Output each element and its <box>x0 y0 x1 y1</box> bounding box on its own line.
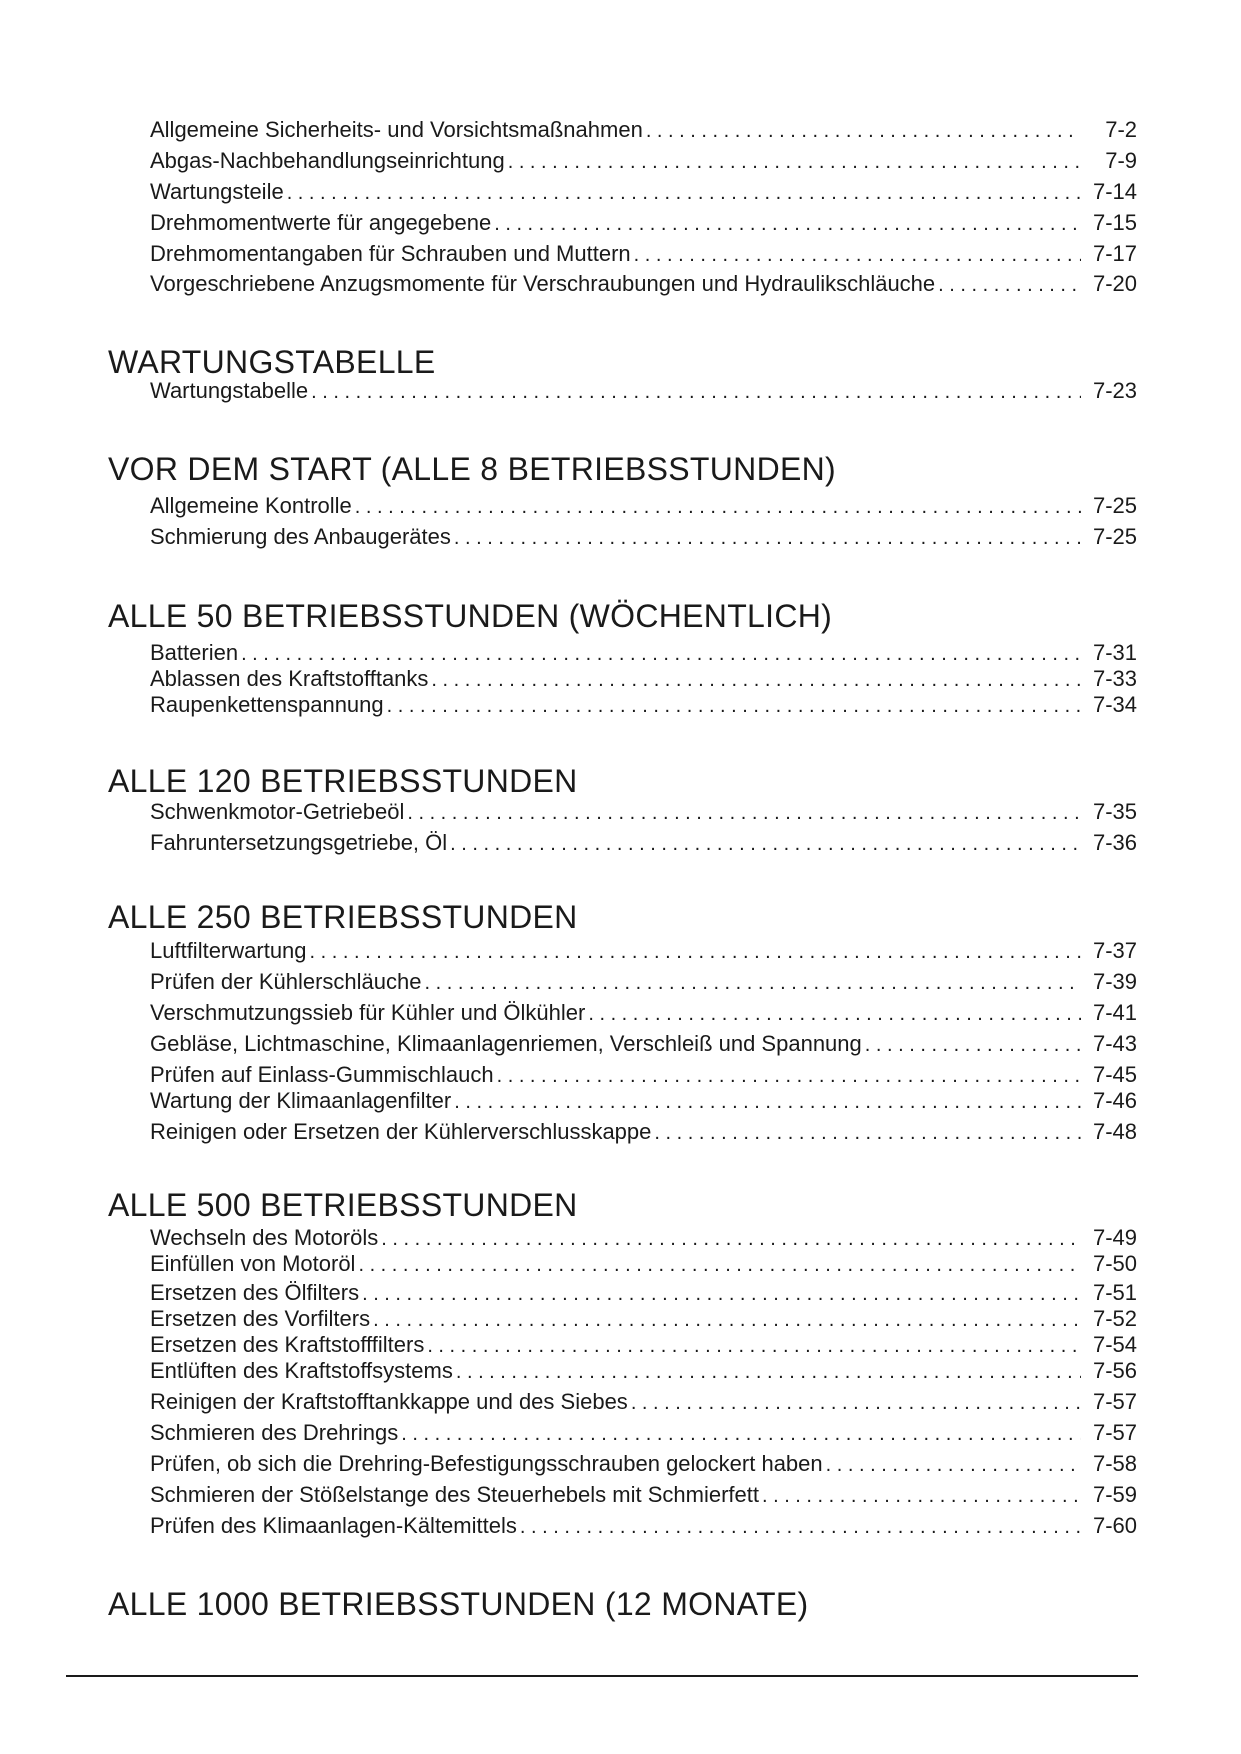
dot-leader <box>762 1482 1081 1510</box>
entry-page: 7-31 <box>1092 640 1137 665</box>
entry-page: 7-41 <box>1092 1000 1137 1025</box>
entry-page: 7-48 <box>1092 1119 1137 1144</box>
entry-title: Verschmutzungssieb für Kühler und Ölkühler <box>150 1000 586 1025</box>
entry-page: 7-58 <box>1092 1451 1137 1476</box>
entry-title: Schwenkmotor-Getriebeöl <box>150 799 405 824</box>
section-heading: ALLE 500 BETRIEBSSTUNDEN <box>108 1187 578 1223</box>
section-heading: ALLE 250 BETRIEBSSTUNDEN <box>108 899 578 935</box>
entry-page: 7-25 <box>1092 524 1137 549</box>
toc-entry[interactable] <box>150 1087 1137 1115</box>
dot-leader <box>362 1280 1081 1308</box>
toc-entry[interactable] <box>150 523 1137 551</box>
toc-entry[interactable] <box>150 1419 1137 1447</box>
entry-page: 7-35 <box>1092 799 1137 824</box>
toc-entry[interactable] <box>150 1224 1137 1252</box>
toc-entry[interactable] <box>150 209 1137 237</box>
toc-entry[interactable] <box>150 665 1137 693</box>
entry-page: 7-39 <box>1092 969 1137 994</box>
toc-entry[interactable] <box>150 1388 1137 1416</box>
entry-page: 7-56 <box>1092 1358 1137 1383</box>
toc-entry[interactable] <box>150 999 1137 1027</box>
entry-page: 7-45 <box>1092 1062 1137 1087</box>
dot-leader <box>287 179 1081 207</box>
dot-leader <box>431 666 1081 694</box>
entry-title: Einfüllen von Motoröl <box>150 1251 356 1276</box>
entry-title: Drehmomentangaben für Schrauben und Muttern <box>150 241 631 266</box>
entry-title: Prüfen des Klimaanlagen-Kältemittels <box>150 1513 517 1538</box>
section-heading: ALLE 1000 BETRIEBSSTUNDEN (12 MONATE) <box>108 1586 809 1622</box>
entry-title: Vorgeschriebene Anzugsmomente für Verschraubungen und Hydraulikschläuche <box>150 271 936 296</box>
entry-title: Ersetzen des Ölfilters <box>150 1280 360 1305</box>
entry-title: Ablassen des Kraftstofftanks <box>150 666 429 691</box>
toc-entry[interactable] <box>150 116 1137 144</box>
entry-page: 7-25 <box>1092 493 1137 518</box>
entry-title: Prüfen der Kühlerschläuche <box>150 969 422 994</box>
toc-entry[interactable] <box>150 1030 1137 1058</box>
dot-leader <box>646 117 1081 145</box>
dot-leader <box>588 1000 1081 1028</box>
toc-entry[interactable] <box>150 639 1137 667</box>
dot-leader <box>454 524 1081 552</box>
toc-entry[interactable] <box>150 691 1137 719</box>
entry-page: 7-52 <box>1092 1306 1137 1331</box>
dot-leader <box>497 1062 1081 1090</box>
entry-title: Raupenkettenspannung <box>150 692 384 717</box>
dot-leader <box>381 1225 1081 1253</box>
entry-page: 7-36 <box>1092 830 1137 855</box>
toc-entry[interactable] <box>150 968 1137 996</box>
dot-leader <box>938 271 1081 299</box>
dot-leader <box>373 1306 1081 1334</box>
dot-leader <box>311 378 1081 406</box>
toc-entry[interactable] <box>150 1331 1137 1359</box>
dot-leader <box>401 1420 1081 1448</box>
toc-entry[interactable] <box>150 937 1137 965</box>
entry-title: Entlüften des Kraftstoffsystems <box>150 1358 453 1383</box>
entry-title: Batterien <box>150 640 239 665</box>
dot-leader <box>427 1332 1081 1360</box>
toc-entry[interactable] <box>150 270 1137 298</box>
entry-page: 7-17 <box>1092 241 1137 266</box>
dot-leader <box>454 1088 1081 1116</box>
dot-leader <box>387 692 1081 720</box>
footer-divider <box>66 1675 1138 1677</box>
entry-page: 7-46 <box>1092 1088 1137 1113</box>
entry-page: 7-20 <box>1092 271 1137 296</box>
entry-page: 7-57 <box>1092 1420 1137 1445</box>
dot-leader <box>241 640 1081 668</box>
dot-leader <box>865 1031 1081 1059</box>
entry-page: 7-43 <box>1092 1031 1137 1056</box>
toc-entry[interactable] <box>150 492 1137 520</box>
dot-leader <box>654 1119 1081 1147</box>
toc-entry[interactable] <box>150 240 1137 268</box>
toc-entry[interactable] <box>150 178 1137 206</box>
entry-page: 7-37 <box>1092 938 1137 963</box>
entry-page: 7-2 <box>1105 117 1137 142</box>
entry-title: Allgemeine Sicherheits- und Vorsichtsmaßnahmen <box>150 117 643 142</box>
dot-leader <box>634 241 1081 269</box>
entry-page: 7-34 <box>1092 692 1137 717</box>
entry-page: 7-51 <box>1092 1280 1137 1305</box>
entry-title: Drehmomentwerte für angegebene <box>150 210 492 235</box>
entry-title: Reinigen oder Ersetzen der Kühlerverschlusskappe <box>150 1119 652 1144</box>
entry-page: 7-60 <box>1092 1513 1137 1538</box>
entry-page: 7-33 <box>1092 666 1137 691</box>
toc-entry[interactable] <box>150 1450 1137 1478</box>
dot-leader <box>310 938 1081 966</box>
dot-leader <box>456 1358 1081 1386</box>
dot-leader <box>520 1513 1081 1541</box>
toc-entry[interactable] <box>150 798 1137 826</box>
toc-entry[interactable] <box>150 1357 1137 1385</box>
section-heading: ALLE 120 BETRIEBSSTUNDEN <box>108 763 578 799</box>
toc-entry[interactable] <box>150 1118 1137 1146</box>
entry-title: Abgas-Nachbehandlungseinrichtung <box>150 148 505 173</box>
entry-title: Prüfen auf Einlass-Gummischlauch <box>150 1062 494 1087</box>
section-heading: VOR DEM START (ALLE 8 BETRIEBSSTUNDEN) <box>108 451 836 487</box>
entry-title: Fahruntersetzungsgetriebe, Öl <box>150 830 448 855</box>
entry-title: Gebläse, Lichtmaschine, Klimaanlagenriemen, Verschleiß und Spannung <box>150 1031 862 1056</box>
entry-title: Wartung der Klimaanlagenfilter <box>150 1088 452 1113</box>
dot-leader <box>508 148 1081 176</box>
entry-page: 7-57 <box>1092 1389 1137 1414</box>
entry-title: Schmieren der Stößelstange des Steuerhebels mit Schmierfett <box>150 1482 759 1507</box>
dot-leader <box>826 1451 1081 1479</box>
toc-entry[interactable] <box>150 1061 1137 1089</box>
entry-title: Prüfen, ob sich die Drehring-Befestigungsschrauben gelockert haben <box>150 1451 823 1476</box>
dot-leader <box>407 799 1081 827</box>
entry-title: Wechseln des Motoröls <box>150 1225 379 1250</box>
dot-leader <box>631 1389 1081 1417</box>
entry-title: Allgemeine Kontrolle <box>150 493 352 518</box>
entry-page: 7-49 <box>1092 1225 1137 1250</box>
dot-leader <box>358 1251 1081 1279</box>
entry-page: 7-9 <box>1105 148 1137 173</box>
entry-title: Wartungsteile <box>150 179 284 204</box>
dot-leader <box>450 830 1081 858</box>
toc-entry[interactable] <box>150 829 1137 857</box>
toc-entry[interactable] <box>150 1481 1137 1509</box>
toc-entry[interactable] <box>150 1305 1137 1333</box>
entry-page: 7-54 <box>1092 1332 1137 1357</box>
entry-page: 7-23 <box>1092 378 1137 403</box>
section-heading: ALLE 50 BETRIEBSSTUNDEN (WÖCHENTLICH) <box>108 598 833 634</box>
entry-title: Schmierung des Anbaugerätes <box>150 524 451 549</box>
entry-page: 7-50 <box>1092 1251 1137 1276</box>
entry-title: Wartungstabelle <box>150 378 309 403</box>
section-heading: WARTUNGSTABELLE <box>108 344 436 380</box>
toc-entry[interactable] <box>150 1512 1137 1540</box>
entry-page: 7-15 <box>1092 210 1137 235</box>
toc-entry[interactable] <box>150 147 1137 175</box>
entry-title: Luftfilterwartung <box>150 938 307 963</box>
toc-entry[interactable] <box>150 1279 1137 1307</box>
entry-title: Schmieren des Drehrings <box>150 1420 399 1445</box>
entry-title: Ersetzen des Kraftstofffilters <box>150 1332 425 1357</box>
dot-leader <box>355 493 1081 521</box>
entry-title: Reinigen der Kraftstofftankkappe und des Siebes <box>150 1389 628 1414</box>
entry-page: 7-59 <box>1092 1482 1137 1507</box>
dot-leader <box>494 210 1081 238</box>
dot-leader <box>425 969 1082 997</box>
entry-page: 7-14 <box>1092 179 1137 204</box>
toc-entry[interactable] <box>150 1250 1137 1278</box>
toc-entry[interactable] <box>150 377 1137 405</box>
entry-title: Ersetzen des Vorfilters <box>150 1306 371 1331</box>
